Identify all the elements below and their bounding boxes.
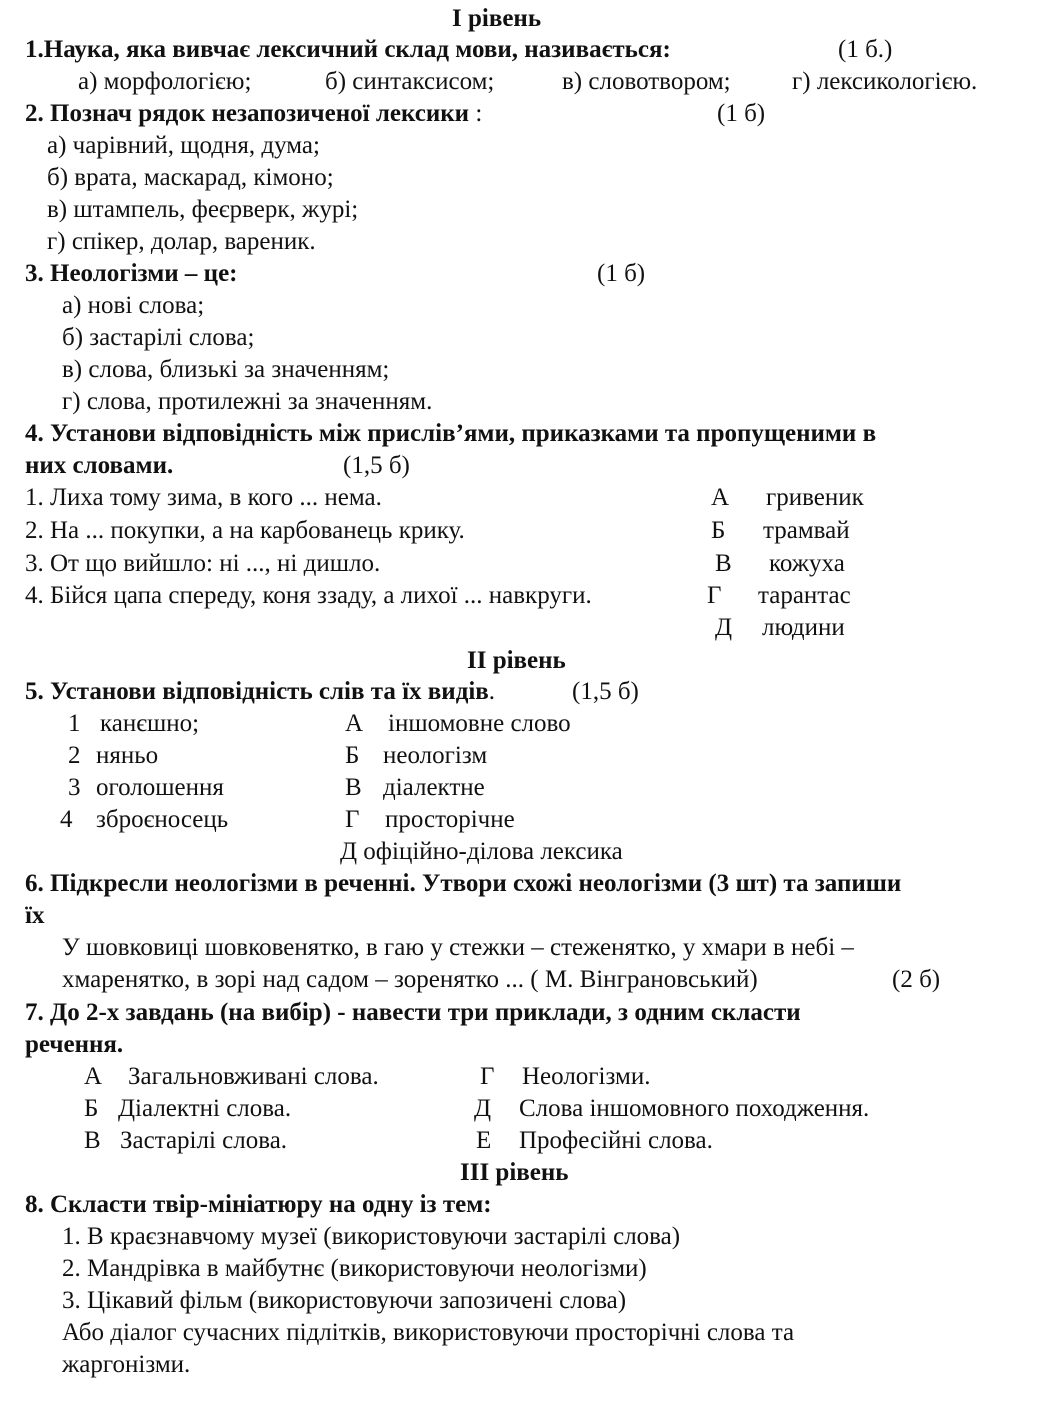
q2-colon: : [469, 100, 483, 127]
q2-question-line [25, 99, 482, 129]
q7-letter: Г [480, 1063, 495, 1090]
q7-item: Професійні слова. [519, 1127, 713, 1154]
q5-type: діалектне [383, 774, 485, 801]
q8-alt-line1: Або діалог сучасних підлітків, використовуючи просторічні слова та [62, 1319, 795, 1346]
q5-word: канєшно; [100, 710, 200, 737]
q5-type: просторічне [385, 806, 515, 833]
q3-option-a: а) нові слова; [62, 292, 205, 319]
q8-topic-3: 3. Цікавий фільм (використовуючи запозичені слова) [62, 1287, 627, 1314]
q4-proverb-1: 1. Лиха тому зима, в кого ... нема. [25, 484, 382, 511]
q7-letter: Е [476, 1127, 492, 1154]
q1-option-b: б) синтаксисом; [325, 68, 495, 95]
q7-letter: Б [84, 1095, 99, 1122]
q8-question: 8. Скласти твір-мініатюру на одну із тем: [25, 1191, 492, 1218]
q2-question: 2. Познач рядок незапозиченої лексики [25, 100, 470, 127]
q5-word-num: 2 [68, 742, 81, 769]
q5-word: няньо [96, 742, 159, 769]
q4-proverb-3: 3. От що вийшло: ні ..., ні дишло. [25, 550, 381, 577]
q7-item: Загальновживані слова. [128, 1063, 379, 1090]
q4-answer-word: гривеник [766, 484, 864, 511]
q7-question-line1: 7. До 2-х завдань (на вибір) - навести три приклади, з одним скласти [25, 999, 801, 1026]
q2-points: (1 б) [717, 100, 766, 127]
q4-answer-letter: Д [715, 614, 733, 641]
q1-option-c: в) словотвором; [562, 68, 731, 95]
q5-type-letter: Г [345, 806, 360, 833]
q7-item: Слова іншомовного походження. [519, 1095, 870, 1122]
level-2-heading: ІІ рівень [467, 647, 566, 674]
q7-item: Неологізми. [522, 1063, 651, 1090]
q5-type-letter: В [345, 774, 362, 801]
q7-question-line2: речення. [25, 1031, 124, 1058]
q4-answer-letter: Г [707, 582, 722, 609]
q5-word: оголошення [96, 774, 224, 801]
q1-option-d: г) лексикологією. [792, 68, 978, 95]
q5-word-num: 1 [68, 710, 81, 737]
q6-text-line1: У шовковиці шовковенятко, в гаю у стежки – стеженятко, у хмари в небі – [62, 934, 854, 961]
q6-points: (2 б) [892, 966, 941, 993]
q6-question-line2: їх [25, 902, 45, 929]
q7-letter: В [84, 1127, 101, 1154]
q5-dot: . [488, 678, 496, 705]
q4-proverb-2: 2. На ... покупки, а на карбованець крику. [25, 517, 465, 544]
q4-proverb-4: 4. Бійся цапа спереду, коня ззаду, а лихої ... навкруги. [25, 582, 592, 609]
q6-question-line1: 6. Підкресли неологізми в реченні. Утвори схожі неологізми (3 шт) та запиши [25, 870, 902, 897]
q4-answer-word: кожуха [769, 550, 845, 577]
q2-option-a: а) чарівний, щодня, дума; [47, 132, 320, 159]
q5-question-line [25, 677, 495, 707]
q5-type-letter: Б [345, 742, 360, 769]
q5-extra-type: Д офіційно-ділова лексика [340, 838, 623, 865]
q8-topic-2: 2. Мандрівка в майбутнє (використовуючи неологізми) [62, 1255, 647, 1282]
q4-answer-word: тарантас [758, 582, 851, 609]
q4-question-line1: 4. Установи відповідність між прислів’ями, приказками та пропущеними в [25, 420, 877, 447]
q4-answer-letter: В [715, 550, 732, 577]
q4-answer-word: людини [762, 614, 845, 641]
q3-question: 3. Неологізми – це: [25, 260, 238, 287]
q5-word: зброєносець [96, 806, 229, 833]
q5-type-letter: А [345, 710, 364, 737]
q4-question-line2: них словами. [25, 452, 174, 479]
q2-option-b: б) врата, маскарад, кімоно; [47, 164, 334, 191]
q3-option-b: б) застарілі слова; [62, 324, 255, 351]
q3-points: (1 б) [597, 260, 646, 287]
q8-topic-1: 1. В краєзнавчому музеї (використовуючи застарілі слова) [62, 1223, 681, 1250]
q1-points: (1 б.) [838, 36, 893, 63]
q2-option-c: в) штампель, феєрверк, журі; [47, 196, 359, 223]
q5-word-num: 3 [68, 774, 81, 801]
q3-option-c: в) слова, близькі за значенням; [62, 356, 390, 383]
q4-points: (1,5 б) [343, 452, 410, 479]
q4-answer-letter: Б [711, 517, 726, 544]
q5-type: неологізм [383, 742, 488, 769]
q5-points: (1,5 б) [572, 678, 639, 705]
level-3-heading: ІІІ рівень [460, 1159, 569, 1186]
q1-option-a: а) морфологією; [78, 68, 252, 95]
q2-option-d: г) спікер, долар, вареник. [47, 228, 316, 255]
q7-item: Застарілі слова. [120, 1127, 288, 1154]
q7-letter: А [84, 1063, 103, 1090]
q7-item: Діалектні слова. [118, 1095, 292, 1122]
q4-answer-letter: А [711, 484, 730, 511]
q7-letter: Д [474, 1095, 492, 1122]
q6-text-line2: хмаренятко, в зорі над садом – зоренятко ... ( М. Вінграновський) [62, 966, 758, 993]
q5-type: іншомовне слово [388, 710, 571, 737]
q5-word-num: 4 [60, 806, 73, 833]
q5-question: 5. Установи відповідність слів та їх видів [25, 678, 489, 705]
q3-option-d: г) слова, протилежні за значенням. [62, 388, 433, 415]
q8-alt-line2: жаргонізми. [62, 1351, 191, 1378]
q4-answer-word: трамвай [763, 517, 850, 544]
level-1-heading: І рівень [452, 5, 542, 32]
q1-question: 1.Наука, яка вивчає лексичний склад мови, називається: [25, 36, 671, 63]
